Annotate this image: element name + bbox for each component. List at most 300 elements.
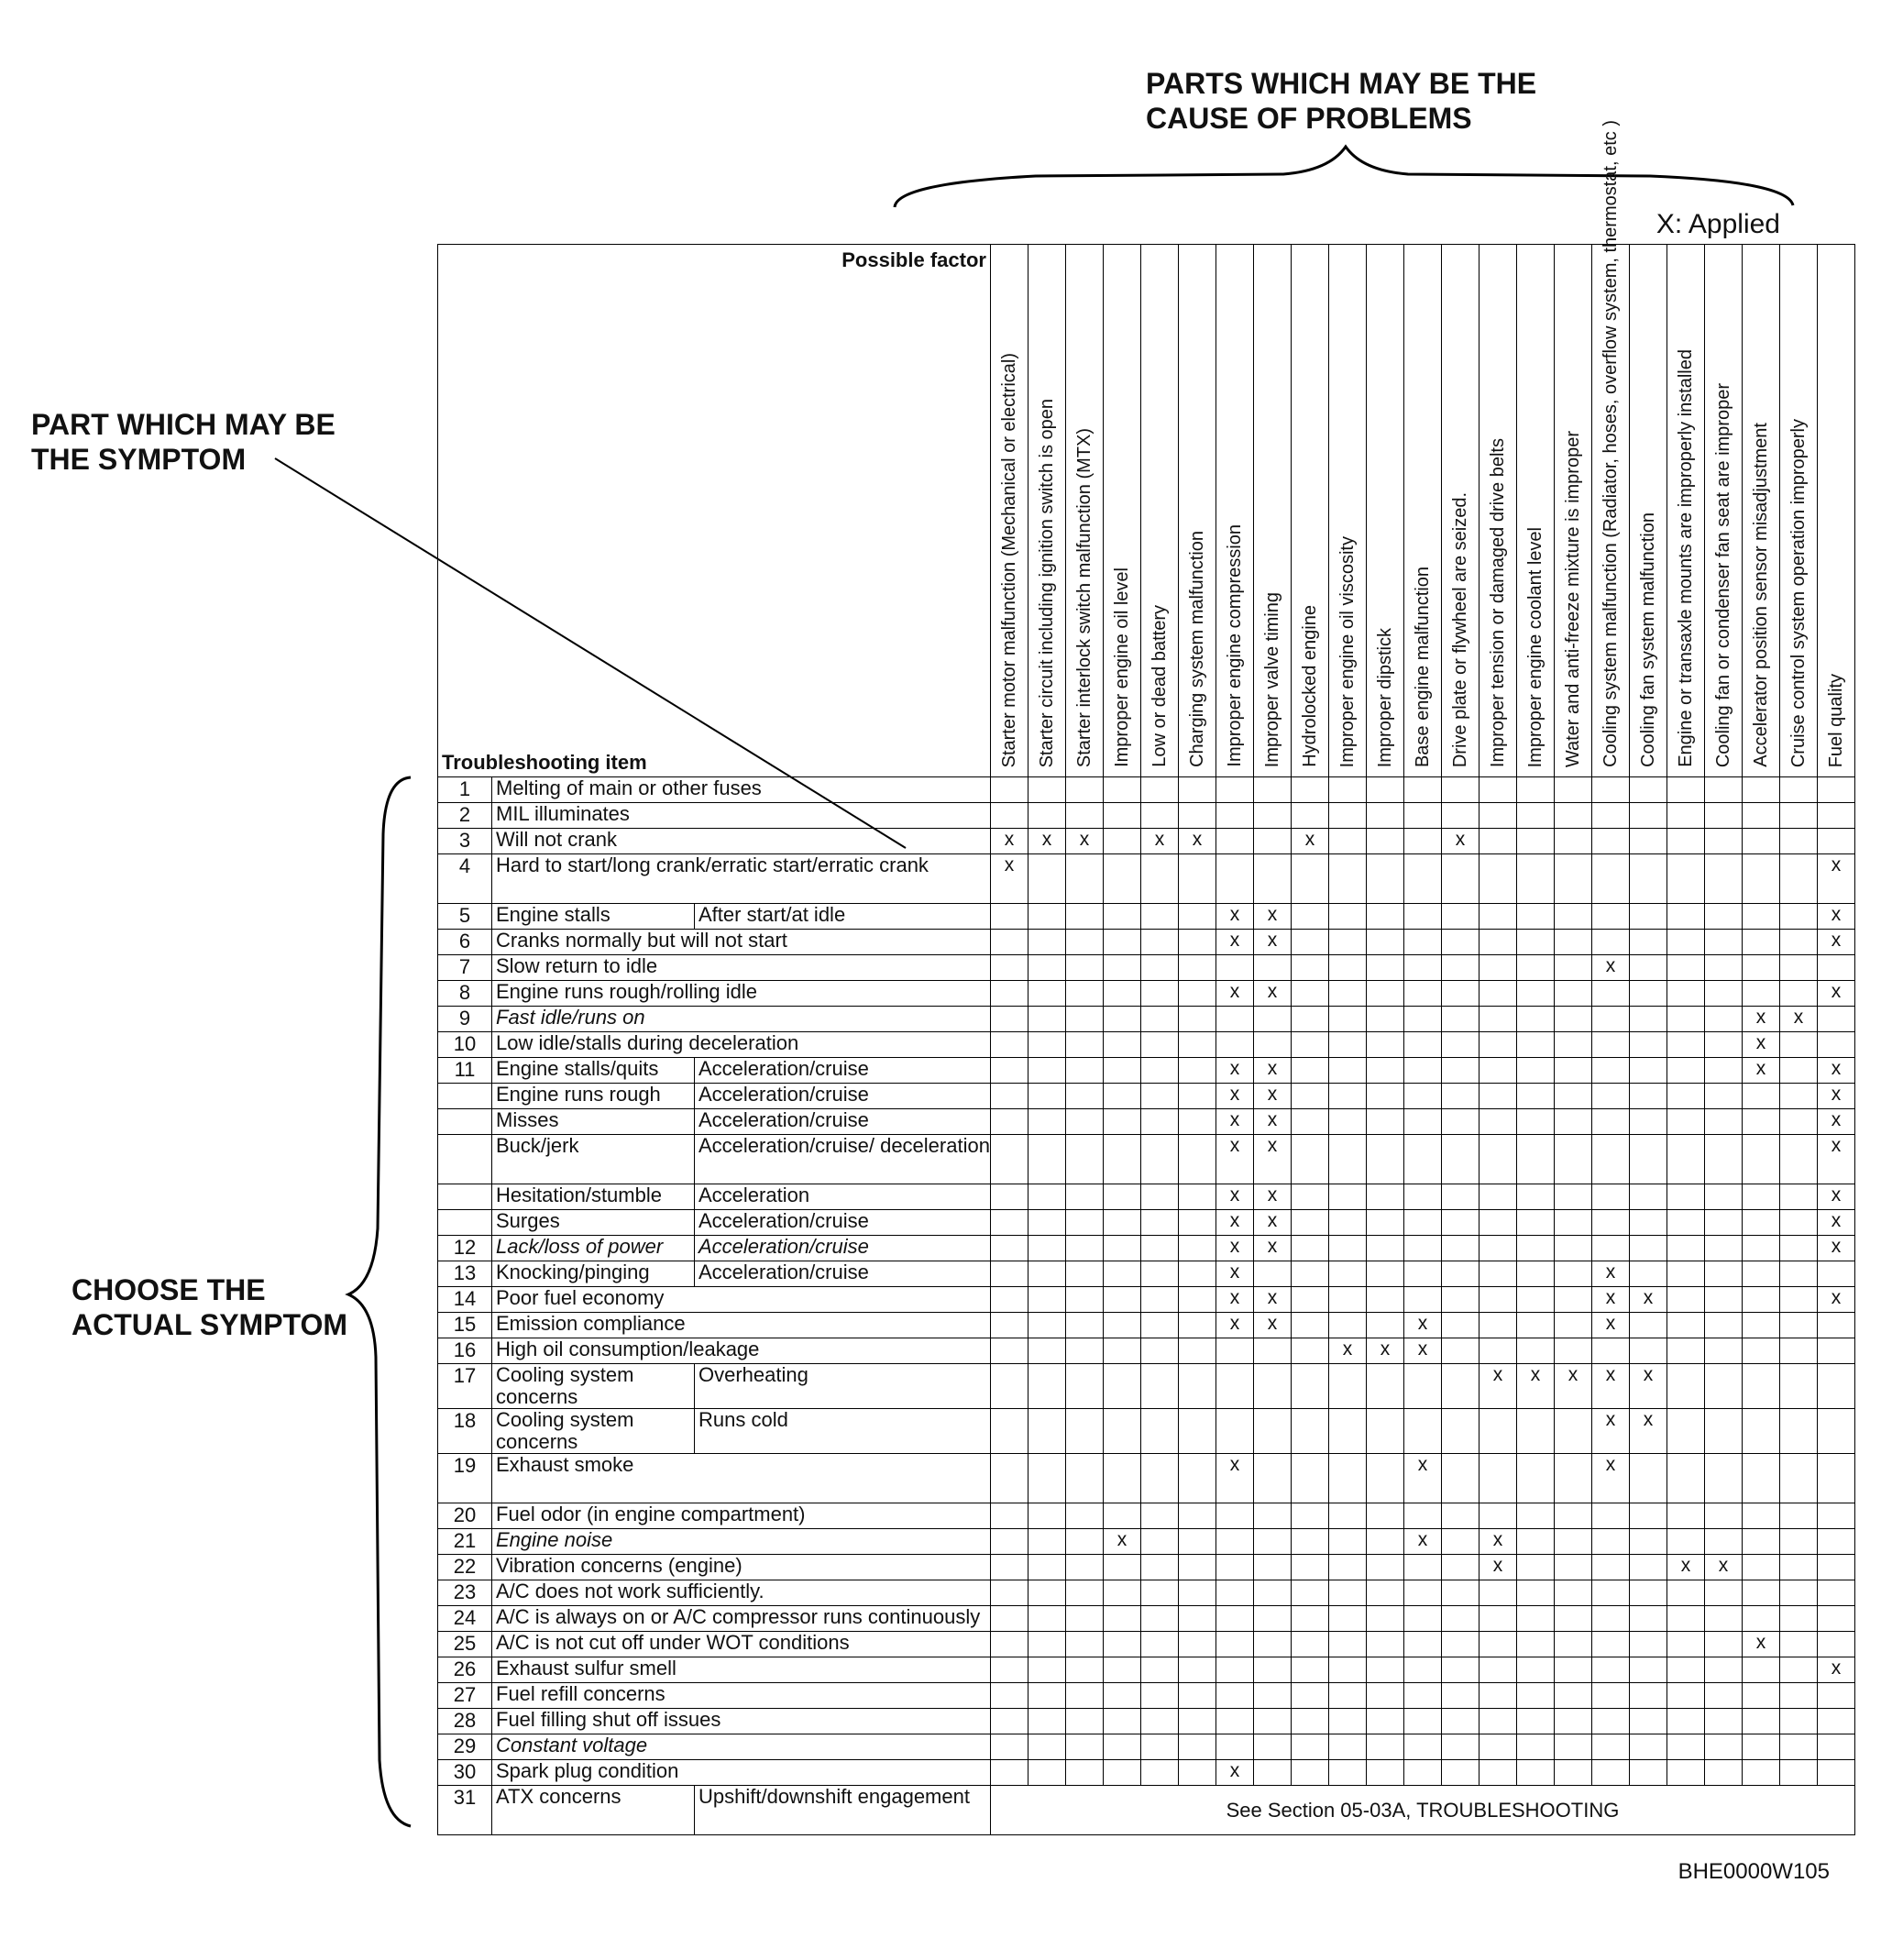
factor-label: Cooling system malfunction (Radiator, hoses, overflow system, thermostat, etc ) — [1600, 120, 1621, 767]
table-row — [438, 1734, 1855, 1760]
empty-cell — [1742, 1657, 1779, 1683]
table-row — [438, 904, 1855, 930]
empty-cell — [1591, 1236, 1629, 1261]
empty-cell — [1065, 777, 1103, 803]
empty-cell — [1103, 777, 1140, 803]
empty-cell — [1666, 1184, 1704, 1210]
empty-cell — [1178, 1338, 1216, 1364]
factor-label: Cooling fan or condenser fan seat are improper — [1712, 382, 1733, 767]
empty-cell — [1817, 1606, 1854, 1632]
applied-mark: x — [1216, 1109, 1253, 1135]
empty-cell — [1140, 1503, 1178, 1529]
empty-cell — [1629, 1135, 1666, 1184]
empty-cell — [1479, 1109, 1516, 1135]
empty-cell — [1479, 1503, 1516, 1529]
applied-mark: x — [1403, 1313, 1441, 1338]
empty-cell — [1704, 955, 1742, 981]
empty-cell — [1441, 1683, 1479, 1709]
empty-cell — [1516, 1084, 1554, 1109]
factor-label: Improper engine oil level — [1111, 567, 1132, 767]
applied-mark: x — [1554, 1364, 1591, 1409]
empty-cell — [1779, 1313, 1817, 1338]
factor-label: Fuel quality — [1825, 673, 1846, 767]
empty-cell — [1328, 1084, 1366, 1109]
empty-cell — [1103, 1287, 1140, 1313]
side-brace — [348, 777, 411, 1826]
empty-cell — [1666, 930, 1704, 955]
empty-cell — [1253, 1261, 1291, 1287]
empty-cell — [1178, 930, 1216, 955]
see-section-note: See Section 05-03A, TROUBLESHOOTING — [990, 1786, 1854, 1835]
table-row — [438, 981, 1855, 1007]
empty-cell — [1779, 1632, 1817, 1657]
empty-cell — [1403, 1135, 1441, 1184]
empty-cell — [1103, 955, 1140, 981]
empty-cell — [1742, 1580, 1779, 1606]
part-symptom-line2: THE SYMPTOM — [31, 443, 247, 476]
empty-cell — [1554, 981, 1591, 1007]
empty-cell — [1328, 1709, 1366, 1734]
empty-cell — [1328, 1261, 1366, 1287]
empty-cell — [1554, 1084, 1591, 1109]
empty-cell — [1328, 829, 1366, 854]
empty-cell — [1516, 1313, 1554, 1338]
empty-cell — [1742, 930, 1779, 955]
empty-cell — [1479, 777, 1516, 803]
applied-legend: X: Applied — [1656, 209, 1780, 239]
empty-cell — [1328, 904, 1366, 930]
empty-cell — [1516, 955, 1554, 981]
empty-cell — [990, 1529, 1028, 1555]
empty-cell — [1253, 829, 1291, 854]
empty-cell — [1441, 1032, 1479, 1058]
empty-cell — [1291, 930, 1328, 955]
empty-cell — [1666, 981, 1704, 1007]
empty-cell — [1291, 1210, 1328, 1236]
empty-cell — [1103, 1760, 1140, 1786]
empty-cell — [1704, 1084, 1742, 1109]
empty-cell — [1441, 1210, 1479, 1236]
applied-mark: x — [1403, 1529, 1441, 1555]
empty-cell — [1666, 904, 1704, 930]
empty-cell — [1629, 1184, 1666, 1210]
empty-cell — [1178, 1236, 1216, 1261]
row-number: 3 — [438, 829, 492, 854]
empty-cell — [1704, 1313, 1742, 1338]
top-brace — [895, 147, 1793, 207]
applied-mark: x — [1291, 829, 1328, 854]
condition-cell: Acceleration — [695, 1184, 991, 1210]
empty-cell — [1591, 1184, 1629, 1210]
factor-header — [1441, 245, 1479, 777]
empty-cell — [1441, 955, 1479, 981]
empty-cell — [1479, 1313, 1516, 1338]
empty-cell — [990, 1606, 1028, 1632]
empty-cell — [1028, 1313, 1065, 1338]
empty-cell — [1328, 1210, 1366, 1236]
empty-cell — [1366, 904, 1403, 930]
applied-mark: x — [1253, 1135, 1291, 1184]
empty-cell — [1140, 1058, 1178, 1084]
empty-cell — [1065, 1760, 1103, 1786]
empty-cell — [1403, 777, 1441, 803]
empty-cell — [1403, 1058, 1441, 1084]
empty-cell — [1291, 1529, 1328, 1555]
empty-cell — [1742, 1364, 1779, 1409]
condition-cell: Overheating — [695, 1364, 991, 1409]
empty-cell — [1253, 1657, 1291, 1683]
empty-cell — [1065, 1555, 1103, 1580]
empty-cell — [1403, 1657, 1441, 1683]
empty-cell — [1216, 777, 1253, 803]
table-corner — [438, 245, 991, 777]
empty-cell — [1742, 1760, 1779, 1786]
empty-cell — [1479, 1261, 1516, 1287]
empty-cell — [1516, 1135, 1554, 1184]
empty-cell — [1554, 1058, 1591, 1084]
row-number: 16 — [438, 1338, 492, 1364]
factor-header — [1366, 245, 1403, 777]
factor-header — [1178, 245, 1216, 777]
empty-cell — [1253, 1503, 1291, 1529]
symptom-cell: Low idle/stalls during deceleration — [492, 1032, 991, 1058]
row-number: 17 — [438, 1364, 492, 1409]
empty-cell — [1140, 1709, 1178, 1734]
row-number: 15 — [438, 1313, 492, 1338]
symptom-cell: Fast idle/runs on — [492, 1007, 991, 1032]
empty-cell — [1103, 1109, 1140, 1135]
empty-cell — [1328, 1058, 1366, 1084]
table-row — [438, 1503, 1855, 1529]
empty-cell — [1742, 1084, 1779, 1109]
empty-cell — [990, 1032, 1028, 1058]
empty-cell — [1704, 829, 1742, 854]
empty-cell — [990, 1287, 1028, 1313]
applied-mark: x — [1216, 1184, 1253, 1210]
applied-mark: x — [1817, 1287, 1854, 1313]
empty-cell — [1328, 803, 1366, 829]
table-row — [438, 1084, 1855, 1109]
empty-cell — [1028, 1236, 1065, 1261]
empty-cell — [1178, 803, 1216, 829]
empty-cell — [1666, 1084, 1704, 1109]
empty-cell — [1028, 777, 1065, 803]
empty-cell — [1591, 981, 1629, 1007]
empty-cell — [1028, 1454, 1065, 1503]
empty-cell — [1140, 955, 1178, 981]
empty-cell — [1328, 1734, 1366, 1760]
empty-cell — [1028, 1760, 1065, 1786]
symptom-cell: MIL illuminates — [492, 803, 991, 829]
applied-mark: x — [1742, 1032, 1779, 1058]
applied-mark: x — [1403, 1454, 1441, 1503]
empty-cell — [1779, 1287, 1817, 1313]
empty-cell — [1742, 1184, 1779, 1210]
empty-cell — [1629, 1580, 1666, 1606]
applied-mark: x — [1817, 1210, 1854, 1236]
empty-cell — [1666, 1058, 1704, 1084]
empty-cell — [1629, 930, 1666, 955]
factor-label: Engine or transaxle mounts are improperly installed — [1675, 349, 1696, 767]
empty-cell — [1704, 1503, 1742, 1529]
empty-cell — [1704, 1409, 1742, 1454]
row-number: 31 — [438, 1786, 492, 1835]
empty-cell — [1629, 1210, 1666, 1236]
applied-mark: x — [1253, 1109, 1291, 1135]
symptom-cell: Engine stalls — [492, 904, 695, 930]
empty-cell — [1216, 1555, 1253, 1580]
empty-cell — [1291, 803, 1328, 829]
empty-cell — [1403, 1364, 1441, 1409]
empty-cell — [1516, 854, 1554, 904]
empty-cell — [1704, 981, 1742, 1007]
empty-cell — [1328, 1184, 1366, 1210]
applied-mark: x — [1591, 1409, 1629, 1454]
empty-cell — [1554, 1236, 1591, 1261]
empty-cell — [1479, 1084, 1516, 1109]
empty-cell — [1704, 1261, 1742, 1287]
applied-mark: x — [1216, 904, 1253, 930]
empty-cell — [1366, 1683, 1403, 1709]
empty-cell — [1291, 1760, 1328, 1786]
empty-cell — [1103, 1058, 1140, 1084]
empty-cell — [1291, 904, 1328, 930]
empty-cell — [1479, 1135, 1516, 1184]
empty-cell — [1065, 1580, 1103, 1606]
applied-mark: x — [1216, 1236, 1253, 1261]
empty-cell — [1554, 1555, 1591, 1580]
empty-cell — [1065, 1210, 1103, 1236]
empty-cell — [1779, 1734, 1817, 1760]
applied-mark: x — [1253, 904, 1291, 930]
empty-cell — [1591, 930, 1629, 955]
empty-cell — [1366, 1058, 1403, 1084]
empty-cell — [1554, 777, 1591, 803]
empty-cell — [1291, 1261, 1328, 1287]
empty-cell — [1441, 1580, 1479, 1606]
empty-cell — [1516, 1058, 1554, 1084]
empty-cell — [1103, 1632, 1140, 1657]
empty-cell — [1591, 1734, 1629, 1760]
empty-cell — [1591, 1555, 1629, 1580]
empty-cell — [1178, 1210, 1216, 1236]
empty-cell — [1742, 1261, 1779, 1287]
empty-cell — [1479, 1409, 1516, 1454]
empty-cell — [1441, 854, 1479, 904]
empty-cell — [1178, 1032, 1216, 1058]
empty-cell — [1028, 1287, 1065, 1313]
empty-cell — [1441, 1503, 1479, 1529]
applied-mark: x — [1441, 829, 1479, 854]
empty-cell — [1817, 1007, 1854, 1032]
empty-cell — [990, 777, 1028, 803]
factor-header — [1554, 245, 1591, 777]
empty-cell — [1216, 1632, 1253, 1657]
empty-cell — [1817, 803, 1854, 829]
empty-cell — [1516, 904, 1554, 930]
empty-cell — [1554, 1454, 1591, 1503]
factor-label: Cooling fan system malfunction — [1637, 512, 1658, 767]
empty-cell — [1328, 1007, 1366, 1032]
factor-header — [1103, 245, 1140, 777]
empty-cell — [1291, 1109, 1328, 1135]
row-number — [438, 1135, 492, 1184]
empty-cell — [1103, 854, 1140, 904]
empty-cell — [990, 1657, 1028, 1683]
symptom-cell: Buck/jerk — [492, 1135, 695, 1184]
empty-cell — [1516, 1760, 1554, 1786]
empty-cell — [1366, 955, 1403, 981]
table-row — [438, 1032, 1855, 1058]
empty-cell — [1028, 1580, 1065, 1606]
empty-cell — [1103, 1032, 1140, 1058]
empty-cell — [1779, 777, 1817, 803]
empty-cell — [1291, 1606, 1328, 1632]
empty-cell — [1704, 1184, 1742, 1210]
empty-cell — [1366, 1007, 1403, 1032]
empty-cell — [990, 1683, 1028, 1709]
empty-cell — [990, 1734, 1028, 1760]
empty-cell — [1441, 1084, 1479, 1109]
empty-cell — [1441, 1709, 1479, 1734]
empty-cell — [1140, 1236, 1178, 1261]
applied-mark: x — [1253, 1084, 1291, 1109]
row-number: 20 — [438, 1503, 492, 1529]
empty-cell — [1742, 1409, 1779, 1454]
empty-cell — [1554, 1503, 1591, 1529]
empty-cell — [990, 1007, 1028, 1032]
empty-cell — [1065, 1529, 1103, 1555]
empty-cell — [1817, 1313, 1854, 1338]
empty-cell — [1103, 1184, 1140, 1210]
empty-cell — [1216, 955, 1253, 981]
empty-cell — [1403, 1503, 1441, 1529]
empty-cell — [1028, 1683, 1065, 1709]
empty-cell — [1666, 777, 1704, 803]
empty-cell — [1779, 1657, 1817, 1683]
empty-cell — [990, 1338, 1028, 1364]
empty-cell — [1704, 1657, 1742, 1683]
empty-cell — [1366, 1287, 1403, 1313]
empty-cell — [1554, 1210, 1591, 1236]
empty-cell — [1140, 1135, 1178, 1184]
empty-cell — [1178, 1184, 1216, 1210]
empty-cell — [1817, 1760, 1854, 1786]
symptom-cell: Exhaust smoke — [492, 1454, 991, 1503]
empty-cell — [1441, 904, 1479, 930]
applied-mark: x — [1591, 1287, 1629, 1313]
empty-cell — [1666, 1632, 1704, 1657]
empty-cell — [1779, 1709, 1817, 1734]
empty-cell — [1629, 1632, 1666, 1657]
empty-cell — [1403, 1606, 1441, 1632]
symptom-cell: Fuel filling shut off issues — [492, 1709, 991, 1734]
empty-cell — [1591, 1058, 1629, 1084]
empty-cell — [1140, 1313, 1178, 1338]
empty-cell — [1178, 1580, 1216, 1606]
empty-cell — [1291, 1058, 1328, 1084]
empty-cell — [1028, 1338, 1065, 1364]
empty-cell — [1779, 1032, 1817, 1058]
row-number — [438, 1109, 492, 1135]
factor-header — [1742, 245, 1779, 777]
empty-cell — [990, 981, 1028, 1007]
empty-cell — [1516, 981, 1554, 1007]
empty-cell — [1140, 930, 1178, 955]
empty-cell — [1779, 854, 1817, 904]
applied-mark: x — [1742, 1632, 1779, 1657]
applied-mark: x — [1403, 1338, 1441, 1364]
empty-cell — [1516, 1555, 1554, 1580]
empty-cell — [1554, 930, 1591, 955]
empty-cell — [1629, 1084, 1666, 1109]
empty-cell — [1140, 904, 1178, 930]
empty-cell — [1479, 1760, 1516, 1786]
empty-cell — [1554, 1261, 1591, 1287]
empty-cell — [1591, 1683, 1629, 1709]
empty-cell — [1028, 1210, 1065, 1236]
empty-cell — [1103, 1734, 1140, 1760]
empty-cell — [1441, 1236, 1479, 1261]
empty-cell — [1140, 1409, 1178, 1454]
empty-cell — [1817, 777, 1854, 803]
applied-mark: x — [1479, 1529, 1516, 1555]
empty-cell — [1065, 1454, 1103, 1503]
condition-cell: Acceleration/cruise — [695, 1210, 991, 1236]
empty-cell — [1028, 1734, 1065, 1760]
empty-cell — [1216, 1364, 1253, 1409]
parts-title-line1: PARTS WHICH MAY BE THE — [1146, 67, 1537, 100]
symptom-cell: Exhaust sulfur smell — [492, 1657, 991, 1683]
factor-label: Cruise control system operation improperly — [1788, 418, 1809, 767]
symptom-cell: Hesitation/stumble — [492, 1184, 695, 1210]
empty-cell — [990, 1760, 1028, 1786]
applied-mark: x — [1629, 1409, 1666, 1454]
empty-cell — [990, 1135, 1028, 1184]
empty-cell — [1779, 1580, 1817, 1606]
empty-cell — [1516, 829, 1554, 854]
empty-cell — [1403, 803, 1441, 829]
row-number: 10 — [438, 1032, 492, 1058]
empty-cell — [1666, 1007, 1704, 1032]
empty-cell — [1291, 1709, 1328, 1734]
empty-cell — [1178, 1760, 1216, 1786]
empty-cell — [1178, 1313, 1216, 1338]
empty-cell — [1028, 955, 1065, 981]
symptom-cell: Emission compliance — [492, 1313, 991, 1338]
empty-cell — [990, 1580, 1028, 1606]
applied-mark: x — [1817, 981, 1854, 1007]
empty-cell — [1479, 1236, 1516, 1261]
empty-cell — [1065, 1632, 1103, 1657]
empty-cell — [1516, 1210, 1554, 1236]
empty-cell — [990, 930, 1028, 955]
empty-cell — [1516, 1683, 1554, 1709]
empty-cell — [1629, 1529, 1666, 1555]
empty-cell — [1666, 1760, 1704, 1786]
empty-cell — [1291, 1503, 1328, 1529]
empty-cell — [1065, 1032, 1103, 1058]
empty-cell — [1779, 1760, 1817, 1786]
applied-mark: x — [1216, 1760, 1253, 1786]
empty-cell — [1103, 1338, 1140, 1364]
applied-mark: x — [1065, 829, 1103, 854]
symptom-cell: Vibration concerns (engine) — [492, 1555, 991, 1580]
empty-cell — [990, 1555, 1028, 1580]
empty-cell — [1666, 1529, 1704, 1555]
empty-cell — [1591, 1709, 1629, 1734]
empty-cell — [1065, 1236, 1103, 1261]
